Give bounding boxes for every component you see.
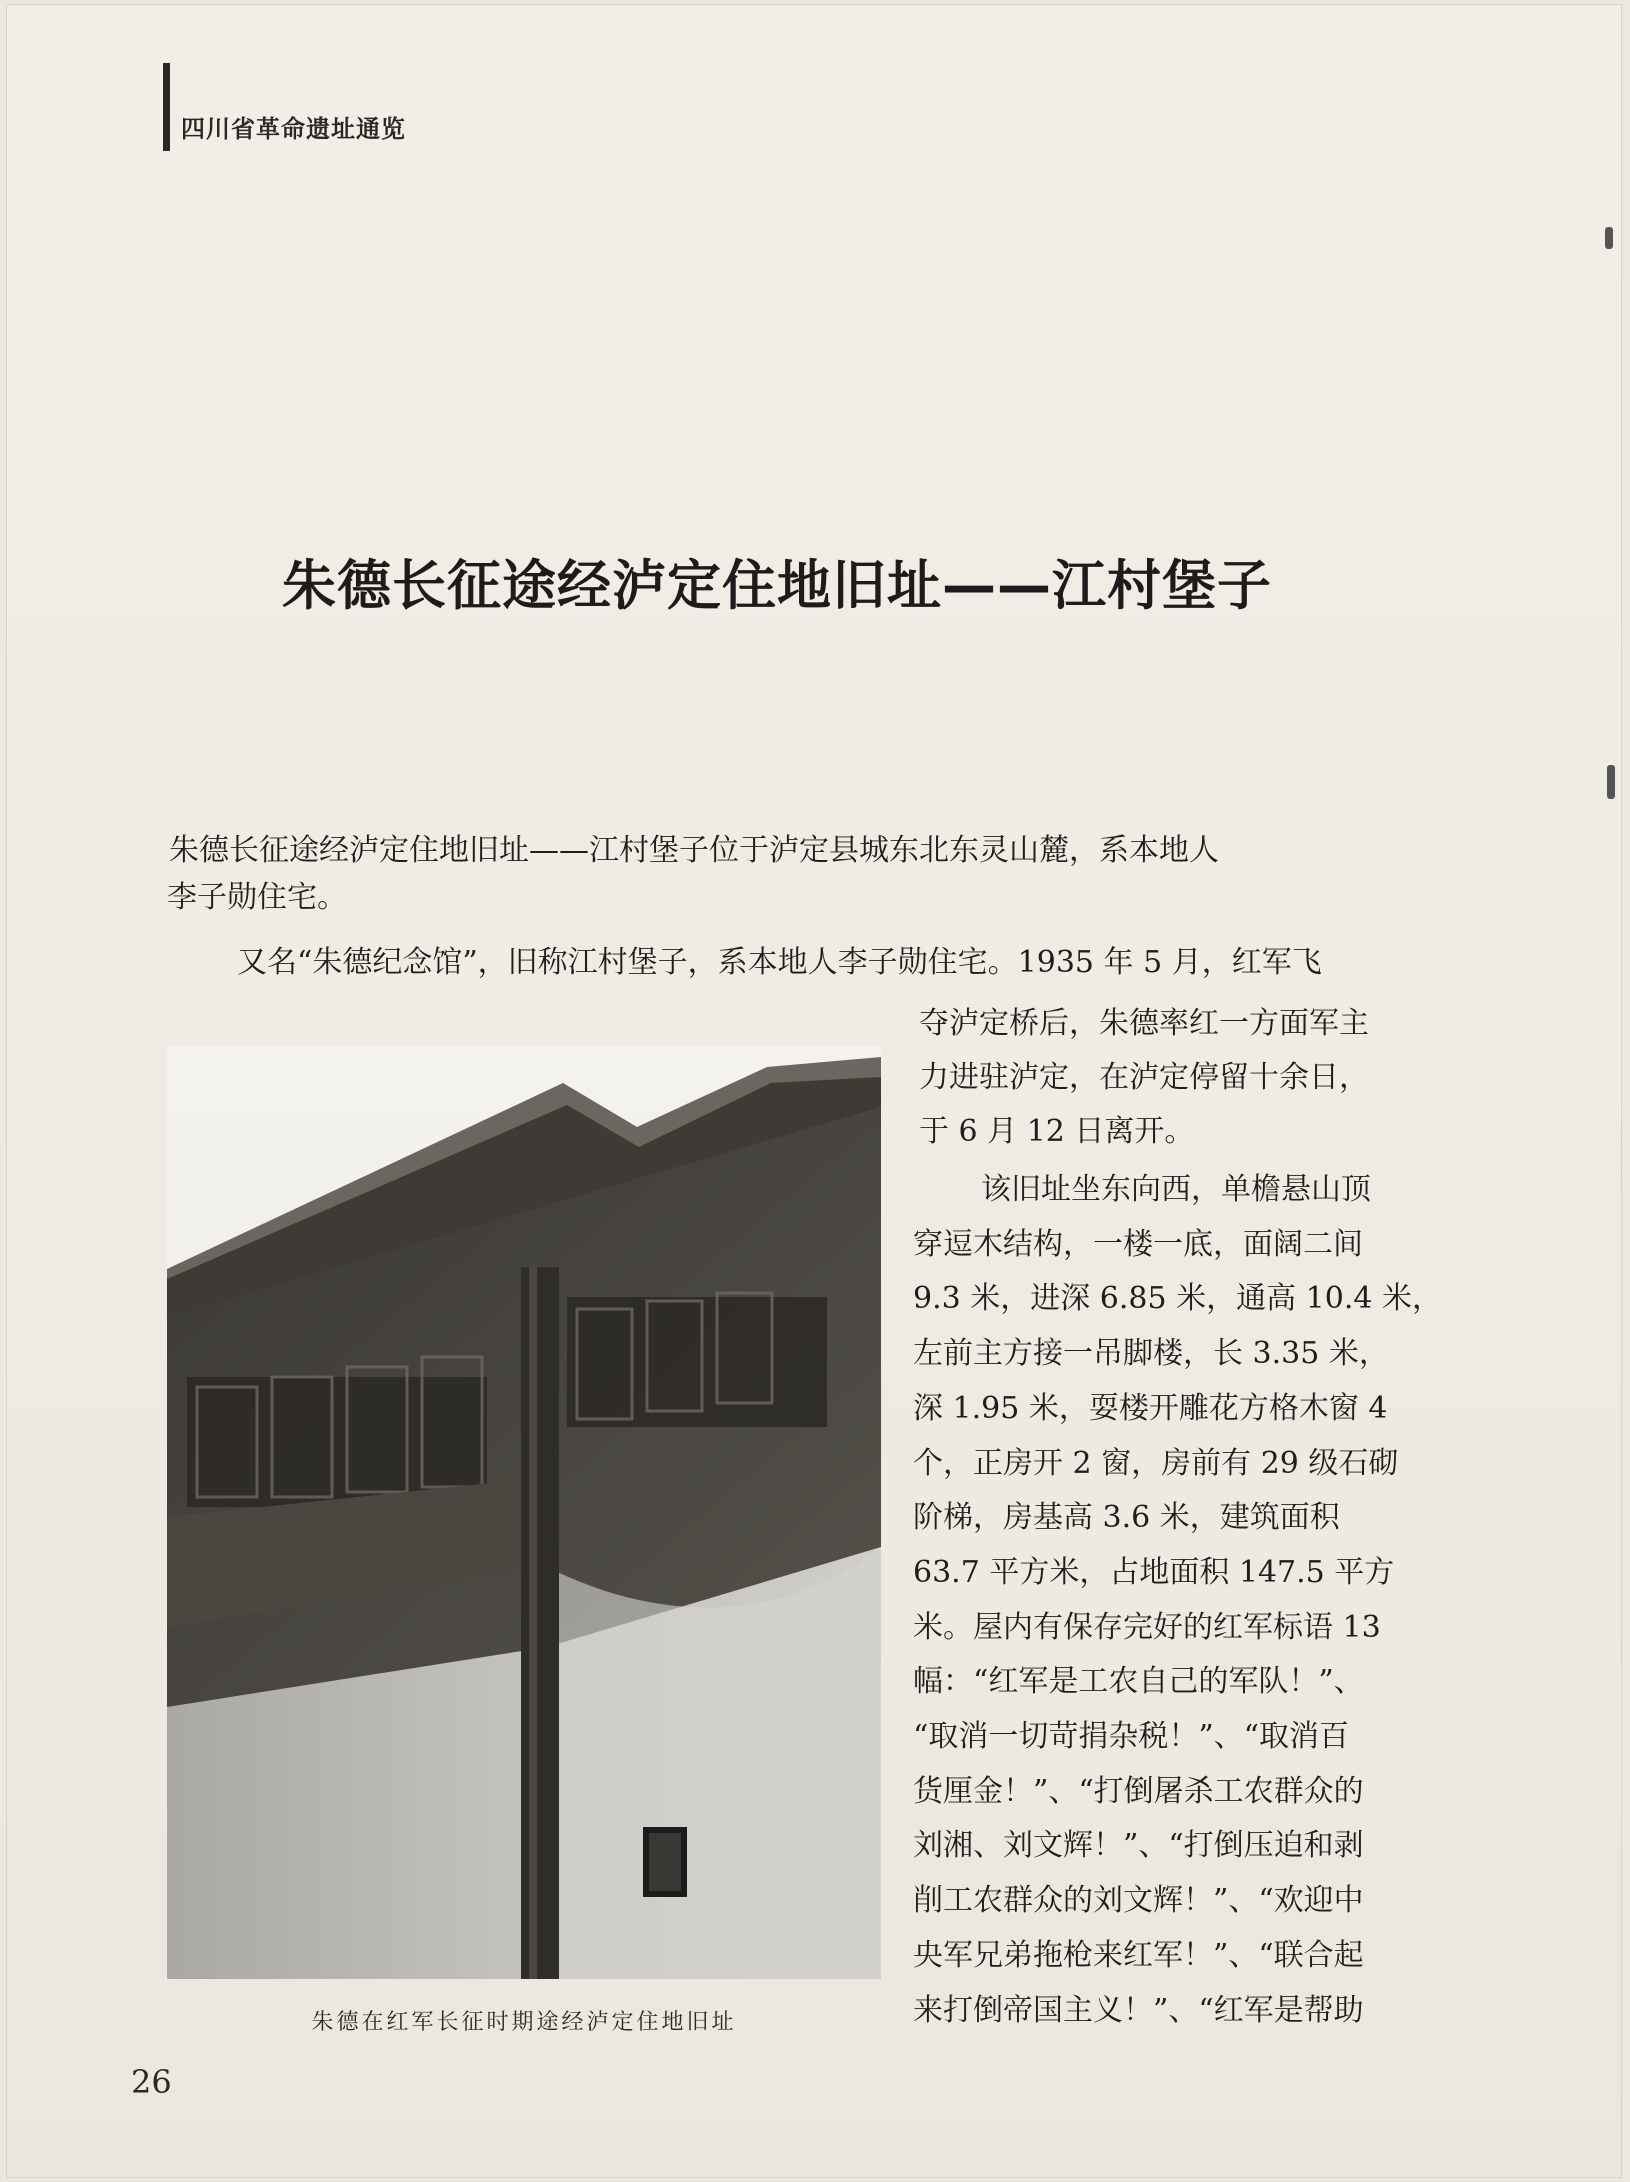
article-title: 朱德长征途经泸定住地旧址——江村堡子 — [282, 554, 1272, 617]
header-rule — [163, 63, 170, 151]
para2-col-line-3: 于 6 月 12 日离开。 — [919, 1114, 1195, 1149]
para2-col-line-2: 力进驻泸定，在泸定停留十余日， — [919, 1060, 1369, 1095]
building-illustration — [167, 1047, 881, 1979]
para3-column — [913, 1163, 1441, 2038]
page-number: 26 — [131, 2063, 172, 2101]
para3-line: 刘湘、刘文辉！”、“打倒压迫和剥 — [913, 1828, 1364, 1864]
para3-line: “取消一切苛捐杂税！”、“取消百 — [913, 1719, 1350, 1755]
para2-col-line-1: 夺泸定桥后，朱德率红一方面军主 — [919, 1006, 1369, 1041]
para3-line: 9.3 米，进深 6.85 米，通高 10.4 米， — [913, 1281, 1442, 1317]
scan-edge-mark — [1605, 227, 1613, 249]
para3-line: 63.7 平方米，占地面积 147.5 平方 — [913, 1554, 1395, 1590]
para3-line: 货厘金！”、“打倒屠杀工农群众的 — [913, 1773, 1364, 1809]
para3-line: 左前主方接一吊脚楼，长 3.35 米， — [913, 1336, 1389, 1372]
para3-line: 米。屋内有保存完好的红军标语 13 — [913, 1609, 1381, 1645]
para2-column — [913, 997, 1441, 1159]
para3-line: 该旧址坐东向西，单檐悬山顶 — [981, 1172, 1371, 1207]
scan-edge-mark — [1607, 765, 1615, 799]
para1-line-2: 李子勋住宅。 — [167, 880, 347, 915]
photo-caption: 朱德在红军长征时期途经泸定住地旧址 — [311, 2010, 737, 2035]
book-page — [6, 4, 1622, 2178]
para3-line: 削工农群众的刘文辉！”、“欢迎中 — [913, 1883, 1364, 1919]
para3-line: 来打倒帝国主义！”、“红军是帮助 — [913, 1992, 1364, 2028]
para3-line: 幅：“红军是工农自己的军队！”、 — [913, 1664, 1364, 1700]
para2-line-1: 又名“朱德纪念馆”，旧称江村堡子，系本地人李子勋住宅。1935 年 5 月，红军飞 — [237, 945, 1322, 980]
para3-line: 央军兄弟拖枪来红军！”、“联合起 — [913, 1937, 1364, 1973]
building-photo — [167, 1047, 881, 1979]
running-header: 四川省革命遗址通览 — [181, 115, 406, 143]
para3-line: 阶梯，房基高 3.6 米，建筑面积 — [913, 1500, 1340, 1536]
para3-line: 个，正房开 2 窗，房前有 29 级石砌 — [913, 1445, 1399, 1481]
para3-line: 穿逗木结构，一楼一底，面阔二间 — [913, 1226, 1363, 1262]
para3-line: 深 1.95 米，耍楼开雕花方格木窗 4 — [913, 1390, 1388, 1426]
para1-line-1: 朱德长征途经泸定住地旧址——江村堡子位于泸定县城东北东灵山麓，系本地人 — [169, 833, 1219, 868]
